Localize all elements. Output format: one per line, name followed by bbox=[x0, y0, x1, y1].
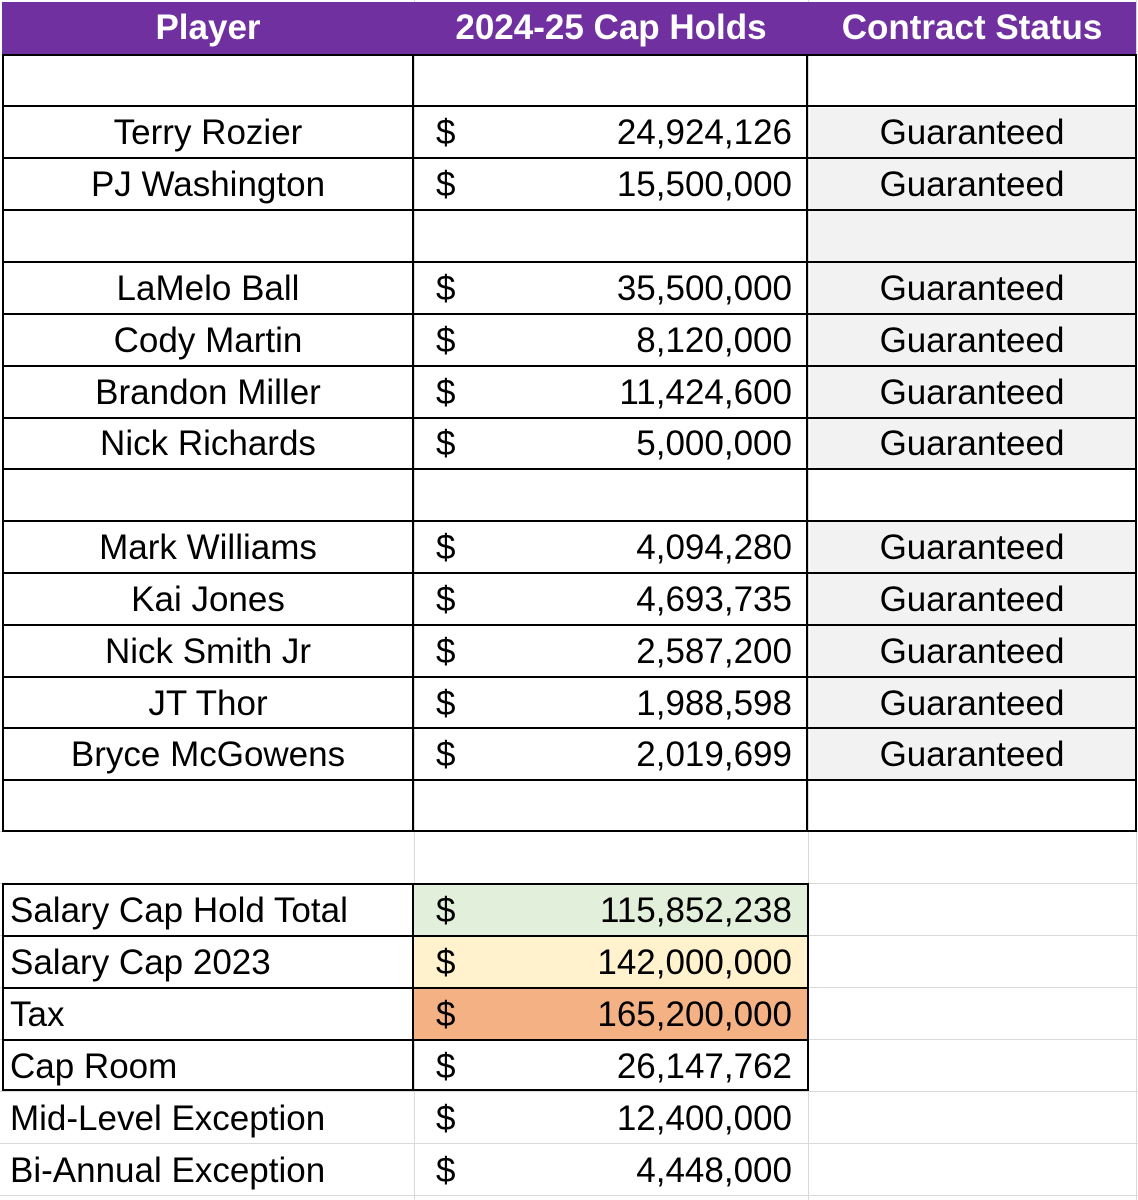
contract-status: Guaranteed bbox=[879, 113, 1065, 152]
player-name: Nick Richards bbox=[100, 424, 316, 463]
cap-hold-amount bbox=[414, 626, 808, 678]
table-header bbox=[2, 2, 1136, 54]
currency-symbol: $ bbox=[436, 891, 456, 930]
currency-symbol: $ bbox=[436, 269, 456, 308]
amount-value: 4,693,735 bbox=[636, 580, 792, 619]
amount-value: 4,448,000 bbox=[636, 1151, 792, 1190]
currency-symbol: $ bbox=[436, 1151, 456, 1190]
currency-symbol: $ bbox=[436, 1047, 456, 1086]
table-row bbox=[0, 367, 1138, 419]
amount-value: 5,000,000 bbox=[636, 424, 792, 463]
cap-hold-amount bbox=[414, 263, 808, 315]
player-name: LaMelo Ball bbox=[116, 269, 300, 308]
summary-amount bbox=[414, 937, 808, 989]
player-name: Terry Rozier bbox=[113, 113, 303, 152]
cap-hold-amount bbox=[414, 367, 808, 419]
contract-status: Guaranteed bbox=[879, 735, 1065, 774]
amount-value: 26,147,762 bbox=[616, 1047, 792, 1086]
summary-label: Cap Room bbox=[10, 1047, 178, 1086]
table-row bbox=[0, 315, 1138, 367]
contract-status: Guaranteed bbox=[879, 321, 1065, 360]
amount-value: 2,587,200 bbox=[636, 632, 792, 671]
currency-symbol: $ bbox=[436, 943, 456, 982]
cap-hold-amount bbox=[414, 418, 808, 470]
cap-hold-amount bbox=[414, 678, 808, 730]
currency-symbol: $ bbox=[436, 684, 456, 723]
table-row bbox=[0, 418, 1138, 470]
summary-row bbox=[0, 885, 1138, 937]
cap-hold-amount bbox=[414, 159, 808, 211]
table-row bbox=[0, 263, 1138, 315]
contract-status: Guaranteed bbox=[879, 632, 1065, 671]
currency-symbol: $ bbox=[436, 735, 456, 774]
currency-symbol: $ bbox=[436, 373, 456, 412]
currency-symbol: $ bbox=[436, 113, 456, 152]
summary-row bbox=[0, 1093, 1138, 1145]
contract-status: Guaranteed bbox=[879, 373, 1065, 412]
cap-hold-amount bbox=[414, 729, 808, 781]
summary-row bbox=[0, 1041, 1138, 1093]
currency-symbol: $ bbox=[436, 165, 456, 204]
player-name: JT Thor bbox=[148, 684, 268, 723]
table-row bbox=[0, 626, 1138, 678]
amount-value: 35,500,000 bbox=[616, 269, 792, 308]
currency-symbol: $ bbox=[436, 580, 456, 619]
table-row bbox=[0, 522, 1138, 574]
summary-amount bbox=[414, 1145, 808, 1197]
player-name: Bryce McGowens bbox=[70, 735, 346, 774]
summary-amount bbox=[414, 1093, 808, 1145]
summary-label: Salary Cap Hold Total bbox=[10, 891, 348, 930]
summary-label: Salary Cap 2023 bbox=[10, 943, 271, 982]
amount-value: 24,924,126 bbox=[616, 113, 792, 152]
amount-value: 4,094,280 bbox=[636, 528, 792, 567]
cap-hold-amount bbox=[414, 574, 808, 626]
currency-symbol: $ bbox=[436, 321, 456, 360]
summary-row bbox=[0, 937, 1138, 989]
table-row bbox=[0, 678, 1138, 730]
amount-value: 15,500,000 bbox=[616, 165, 792, 204]
currency-symbol: $ bbox=[436, 424, 456, 463]
summary-row bbox=[0, 989, 1138, 1041]
amount-value: 11,424,600 bbox=[619, 373, 792, 412]
currency-symbol: $ bbox=[436, 528, 456, 567]
amount-value: 2,019,699 bbox=[636, 735, 792, 774]
currency-symbol: $ bbox=[436, 995, 456, 1034]
amount-value: 142,000,000 bbox=[597, 943, 792, 982]
player-name: Brandon Miller bbox=[95, 373, 321, 412]
summary-row bbox=[0, 1145, 1138, 1197]
table-row bbox=[0, 729, 1138, 781]
amount-value: 8,120,000 bbox=[636, 321, 792, 360]
table-row bbox=[0, 107, 1138, 159]
table-row bbox=[0, 159, 1138, 211]
player-name: Mark Williams bbox=[99, 528, 317, 567]
contract-status: Guaranteed bbox=[879, 580, 1065, 619]
summary-label: Bi-Annual Exception bbox=[10, 1151, 326, 1190]
player-name: Nick Smith Jr bbox=[104, 632, 312, 671]
amount-value: 115,852,238 bbox=[599, 891, 792, 930]
currency-symbol: $ bbox=[436, 632, 456, 671]
header-contract-status: Contract Status bbox=[841, 8, 1103, 47]
player-name: Cody Martin bbox=[113, 321, 303, 360]
amount-value: 165,200,000 bbox=[597, 995, 792, 1034]
contract-status: Guaranteed bbox=[879, 165, 1065, 204]
player-name: Kai Jones bbox=[131, 580, 285, 619]
contract-status: Guaranteed bbox=[879, 269, 1065, 308]
cap-hold-amount bbox=[414, 522, 808, 574]
summary-amount bbox=[414, 1041, 808, 1093]
summary-label: Tax bbox=[10, 995, 65, 1034]
cap-hold-amount bbox=[414, 315, 808, 367]
contract-status: Guaranteed bbox=[879, 684, 1065, 723]
amount-value: 1,988,598 bbox=[636, 684, 792, 723]
currency-symbol: $ bbox=[436, 1099, 456, 1138]
contract-status: Guaranteed bbox=[879, 424, 1065, 463]
summary-amount bbox=[414, 989, 808, 1041]
cap-hold-amount bbox=[414, 107, 808, 159]
amount-value: 12,400,000 bbox=[616, 1099, 792, 1138]
header-cap-holds: 2024-25 Cap Holds bbox=[455, 8, 767, 47]
table-row bbox=[0, 574, 1138, 626]
contract-status: Guaranteed bbox=[879, 528, 1065, 567]
player-name: PJ Washington bbox=[90, 165, 326, 204]
summary-amount bbox=[414, 885, 808, 937]
header-player: Player bbox=[155, 8, 261, 47]
summary-label: Mid-Level Exception bbox=[10, 1099, 326, 1138]
